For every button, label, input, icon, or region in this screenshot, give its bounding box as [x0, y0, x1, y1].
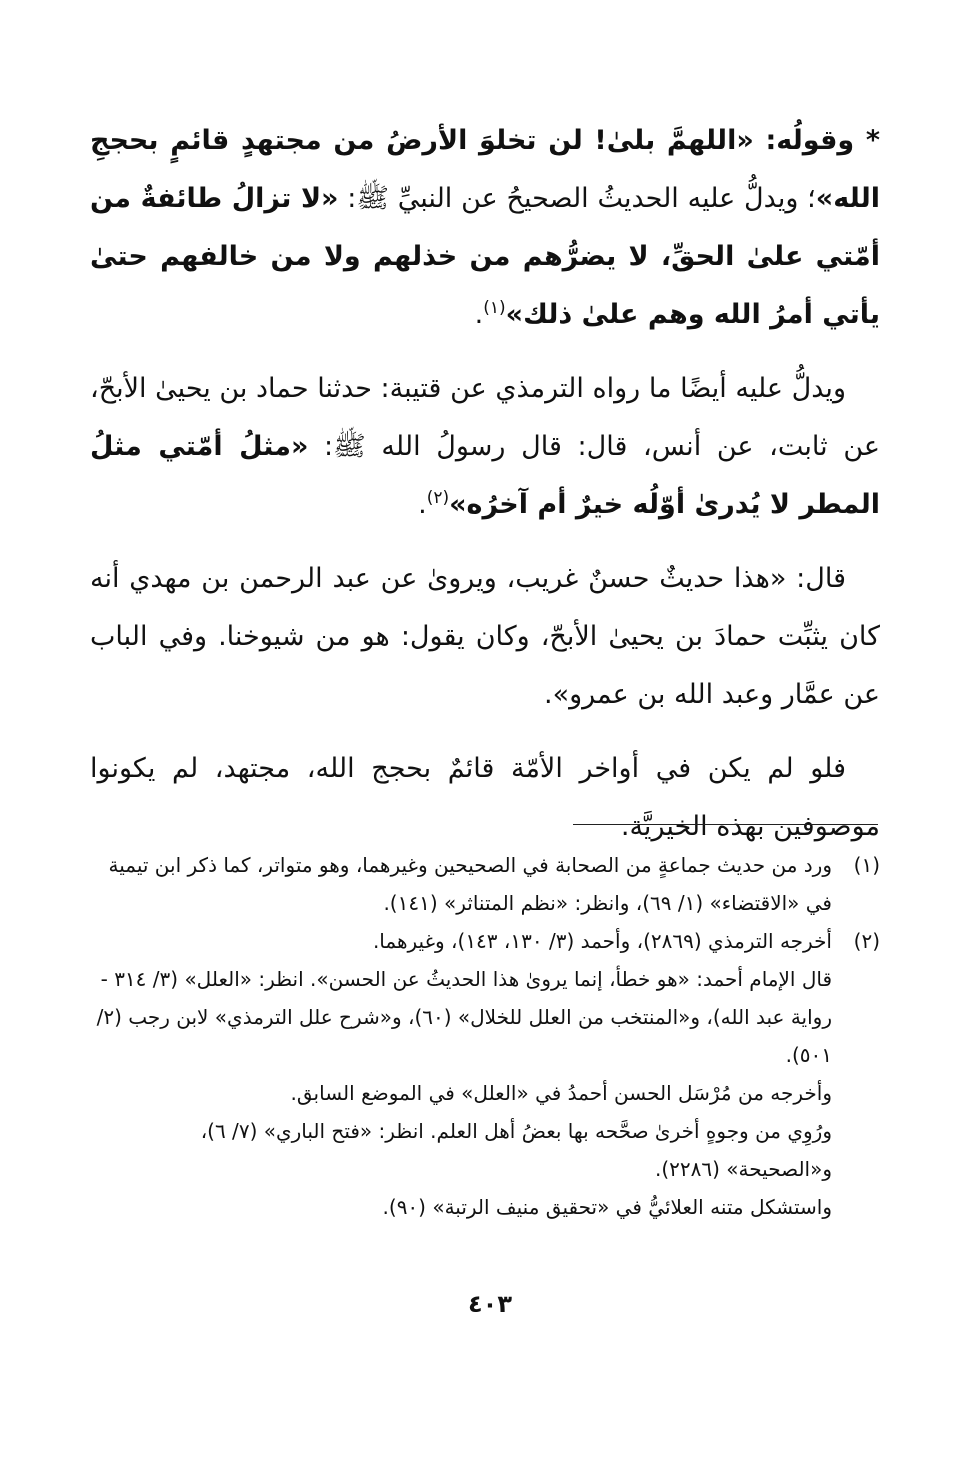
main-text — [90, 112, 880, 872]
footnote-2-line: ورُوِي من وجوهٍ أخرىٰ صحَّحه بها بعضُ أهل العلم. انظر: «فتح الباري» (٧/ ٦)، و«الصحيحة» (٢٢٨٦). — [200, 1119, 832, 1181]
paragraph-2-text: ويدلُّ عليه أيضًا ما رواه الترمذي عن قتيبة: حدثنا حماد بن يحيىٰ الأبحّ، عن ثابت، عن أنس، قال: قال رسولُ الله ﷺ: — [90, 373, 880, 462]
footnote-1 — [90, 846, 880, 922]
paragraph-1-mid: ؛ ويدلُّ عليه الحديثُ الصحيحُ عن النبيِّ ﷺ: — [338, 183, 816, 214]
page-number: ٤٠٣ — [468, 1290, 512, 1318]
footnote-1-number: (١) — [853, 853, 880, 877]
footnote-2-line: وأخرجه من مُرْسَل الحسن أحمدُ في «العلل» في الموضع السابق. — [290, 1081, 832, 1105]
footnotes — [90, 846, 880, 1226]
footnote-2-line: أخرجه الترمذي (٢٨٦٩)، وأحمد (٣/ ١٣٠، ١٤٣)، وغيرهما. — [372, 929, 832, 953]
footnote-2 — [90, 922, 880, 1226]
footnote-divider — [573, 824, 878, 825]
footnote-2-line: واستشكل متنه العلائيُّ في «تحقيق منيف الرتبة» (٩٠). — [382, 1195, 832, 1219]
footnote-2-body — [90, 922, 832, 1226]
quote-rain-hadith: «مثلُ أمّتي مثلُ المطر لا يُدرىٰ أوّلُه خيرٌ أم آخرُه» — [90, 431, 880, 520]
paragraph-1-intro: * وقولُه: — [753, 125, 880, 156]
paragraph-2-end: . — [418, 489, 427, 520]
paragraph-1 — [90, 112, 880, 344]
footnote-1-body — [90, 846, 832, 922]
footnote-2-number: (٢) — [853, 929, 880, 953]
footnote-ref-2[interactable]: (٢) — [426, 488, 450, 508]
quote-ijtihad: «اللهمَّ بلىٰ! لن تخلوَ الأرضُ من مجتهدٍ قائمٍ بحججِ الله» — [90, 125, 880, 214]
paragraph-3: قال: «هذا حديثٌ حسنٌ غريب، ويروىٰ عن عبد الرحمن بن مهدي أنه كان يثبِّت حمادَ بن يحيىٰ الأبحّ، وكان يقول: هو من شيوخنا. وفي الباب عن عمَّار وعبد الله بن عمرو». — [90, 563, 880, 710]
paragraph-2 — [90, 360, 880, 534]
footnote-2-line: قال الإمام أحمد: «هو خطأ، إنما يروىٰ هذا الحديثُ عن الحسن». انظر: «العلل» (٣/ ٣١٤ - رواية عبد الله)، و«المنتخب من العلل للخلال» (٦٠)، و«شرح علل الترمذي» لابن رجب (٢/ ٥٠١). — [96, 967, 832, 1067]
paragraph-1-end: . — [474, 299, 484, 330]
footnote-1-line: ورد من حديث جماعةٍ من الصحابة في الصحيحين وغيرهما، وهو متواتر، كما ذكر ابن تيمية في «الاقتضاء» (١/ ٦٩)، وانظر: «نظم المتناثر» (١٤١). — [108, 853, 832, 915]
quote-taifa-hadith: «لا تزالُ طائفةٌ من أمّتي علىٰ الحقِّ، لا يضرُّهم من خذلهم ولا من خالفهم حتىٰ يأتي أمرُ الله وهم علىٰ ذلك» — [90, 183, 880, 330]
paragraph-4: فلو لم يكن في أواخر الأمّة قائمٌ بحجج الله، مجتهد، لم يكونوا موصوفين بهذه الخيريَّة. — [90, 753, 880, 842]
footnote-ref-1[interactable]: (١) — [483, 298, 506, 318]
